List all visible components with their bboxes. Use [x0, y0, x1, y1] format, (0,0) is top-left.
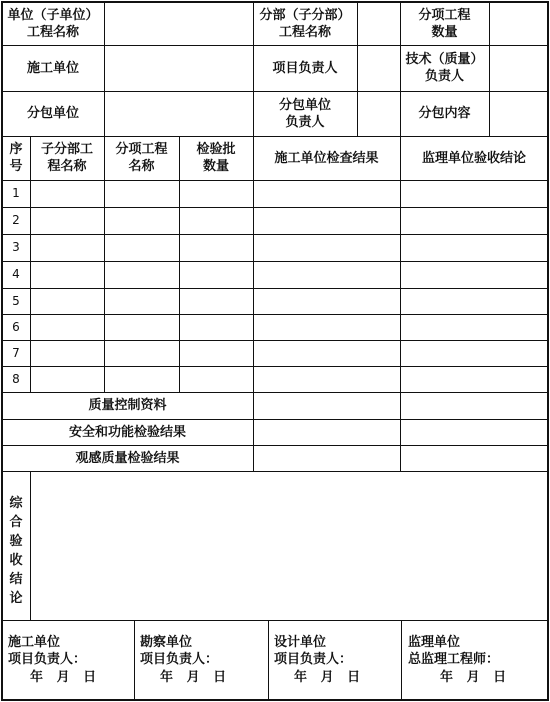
column-header-supervisor-conclusion: 监理单位验收结论 — [421, 150, 526, 166]
border-bottom — [1, 699, 549, 701]
item-count-label: 分项工程 数量 — [418, 7, 471, 40]
border-left — [1, 1, 3, 701]
signature-contractor-unit: 施工单位 — [8, 635, 61, 650]
column-header-item: 分项工程 名称 — [115, 142, 168, 174]
comprehensive-conclusion-field[interactable] — [30, 471, 548, 620]
unit-project-name-label: 单位（子单位） 工程名称 — [7, 7, 99, 40]
grid-line — [357, 1, 358, 136]
signature-contractor-role: 项目负责人： — [8, 652, 87, 667]
signature-supervisor-unit: 监理单位 — [408, 635, 461, 650]
grid-line — [1, 180, 549, 181]
grid-line — [1, 620, 549, 621]
grid-line — [104, 1, 105, 136]
grid-line — [1, 471, 549, 472]
signature-survey-role: 项目负责人： — [140, 652, 219, 667]
grid-line — [1, 340, 549, 341]
subcontractor-field[interactable] — [104, 91, 253, 136]
column-header-batch-count: 检验批 数量 — [196, 142, 236, 174]
grid-line — [1, 91, 549, 92]
grid-line — [1, 45, 549, 46]
grid-line — [179, 136, 180, 392]
safety-function-results-label: 安全和功能检验结果 — [68, 424, 186, 440]
subcontractor-manager-field[interactable] — [357, 91, 400, 136]
border-right — [547, 1, 549, 701]
signature-design-role: 项目负责人： — [274, 652, 353, 667]
grid-line — [30, 136, 31, 392]
grid-line — [253, 1, 254, 136]
row-number: 4 — [12, 267, 20, 281]
grid-line — [400, 136, 401, 471]
row-number: 5 — [12, 293, 20, 308]
grid-line — [1, 207, 549, 208]
subcontractor-label: 分包单位 — [26, 106, 79, 121]
unit-project-name-field[interactable] — [104, 2, 253, 45]
row-number: 6 — [12, 319, 20, 334]
grid-line — [253, 136, 254, 471]
grid-line — [134, 620, 135, 700]
signature-survey-date: 年 月 日 — [160, 670, 227, 685]
signature-supervisor-role: 总监理工程师： — [408, 652, 500, 667]
grid-line — [1, 366, 549, 367]
grid-line — [30, 471, 31, 620]
project-manager-label: 项目负责人 — [272, 60, 338, 76]
column-header-contractor-result: 施工单位检查结果 — [274, 150, 379, 166]
signature-survey-unit: 勘察单位 — [140, 635, 193, 650]
subcontract-content-label: 分包内容 — [418, 106, 471, 121]
border-top — [1, 1, 549, 3]
signature-contractor-date: 年 月 日 — [30, 670, 97, 685]
grid-line — [1, 445, 549, 446]
subcontractor-manager-label: 分包单位 负责人 — [278, 97, 331, 130]
grid-line — [401, 620, 402, 700]
row-number: 3 — [12, 240, 20, 254]
row-number: 1 — [12, 186, 20, 200]
division-name-field[interactable] — [357, 2, 400, 45]
row-number: 7 — [12, 345, 20, 360]
grid-line — [268, 620, 269, 700]
grid-line — [1, 314, 549, 315]
contractor-label: 施工单位 — [26, 60, 79, 76]
signature-supervisor-date: 年 月 日 — [440, 670, 507, 685]
grid-line — [1, 234, 549, 235]
row-number: 2 — [12, 213, 20, 227]
division-name-label: 分部（子分部） 工程名称 — [259, 7, 351, 40]
tech-manager-label: 技术（质量） 负责人 — [405, 52, 484, 84]
appearance-quality-results-label: 观感质量检验结果 — [75, 450, 180, 466]
grid-line — [489, 1, 490, 136]
item-count-field[interactable] — [489, 2, 548, 45]
grid-line — [400, 1, 401, 136]
signature-design-date: 年 月 日 — [294, 670, 361, 685]
grid-line — [1, 392, 549, 393]
grid-line — [1, 288, 549, 289]
grid-line — [1, 136, 549, 137]
quality-control-docs-label: 质量控制资料 — [88, 398, 167, 413]
project-manager-field[interactable] — [357, 45, 400, 91]
grid-line — [104, 136, 105, 392]
subcontract-content-field[interactable] — [489, 91, 548, 136]
signature-design-unit: 设计单位 — [274, 635, 327, 650]
column-header-subdivision: 子分部工 程名称 — [40, 142, 93, 174]
column-header-no: 序 号 — [9, 142, 23, 174]
comprehensive-conclusion-label: 综合验收结论 — [9, 496, 23, 606]
contractor-field[interactable] — [104, 45, 253, 91]
grid-line — [1, 261, 549, 262]
grid-line — [1, 419, 549, 420]
tech-manager-field[interactable] — [489, 45, 548, 91]
row-number: 8 — [12, 371, 20, 386]
